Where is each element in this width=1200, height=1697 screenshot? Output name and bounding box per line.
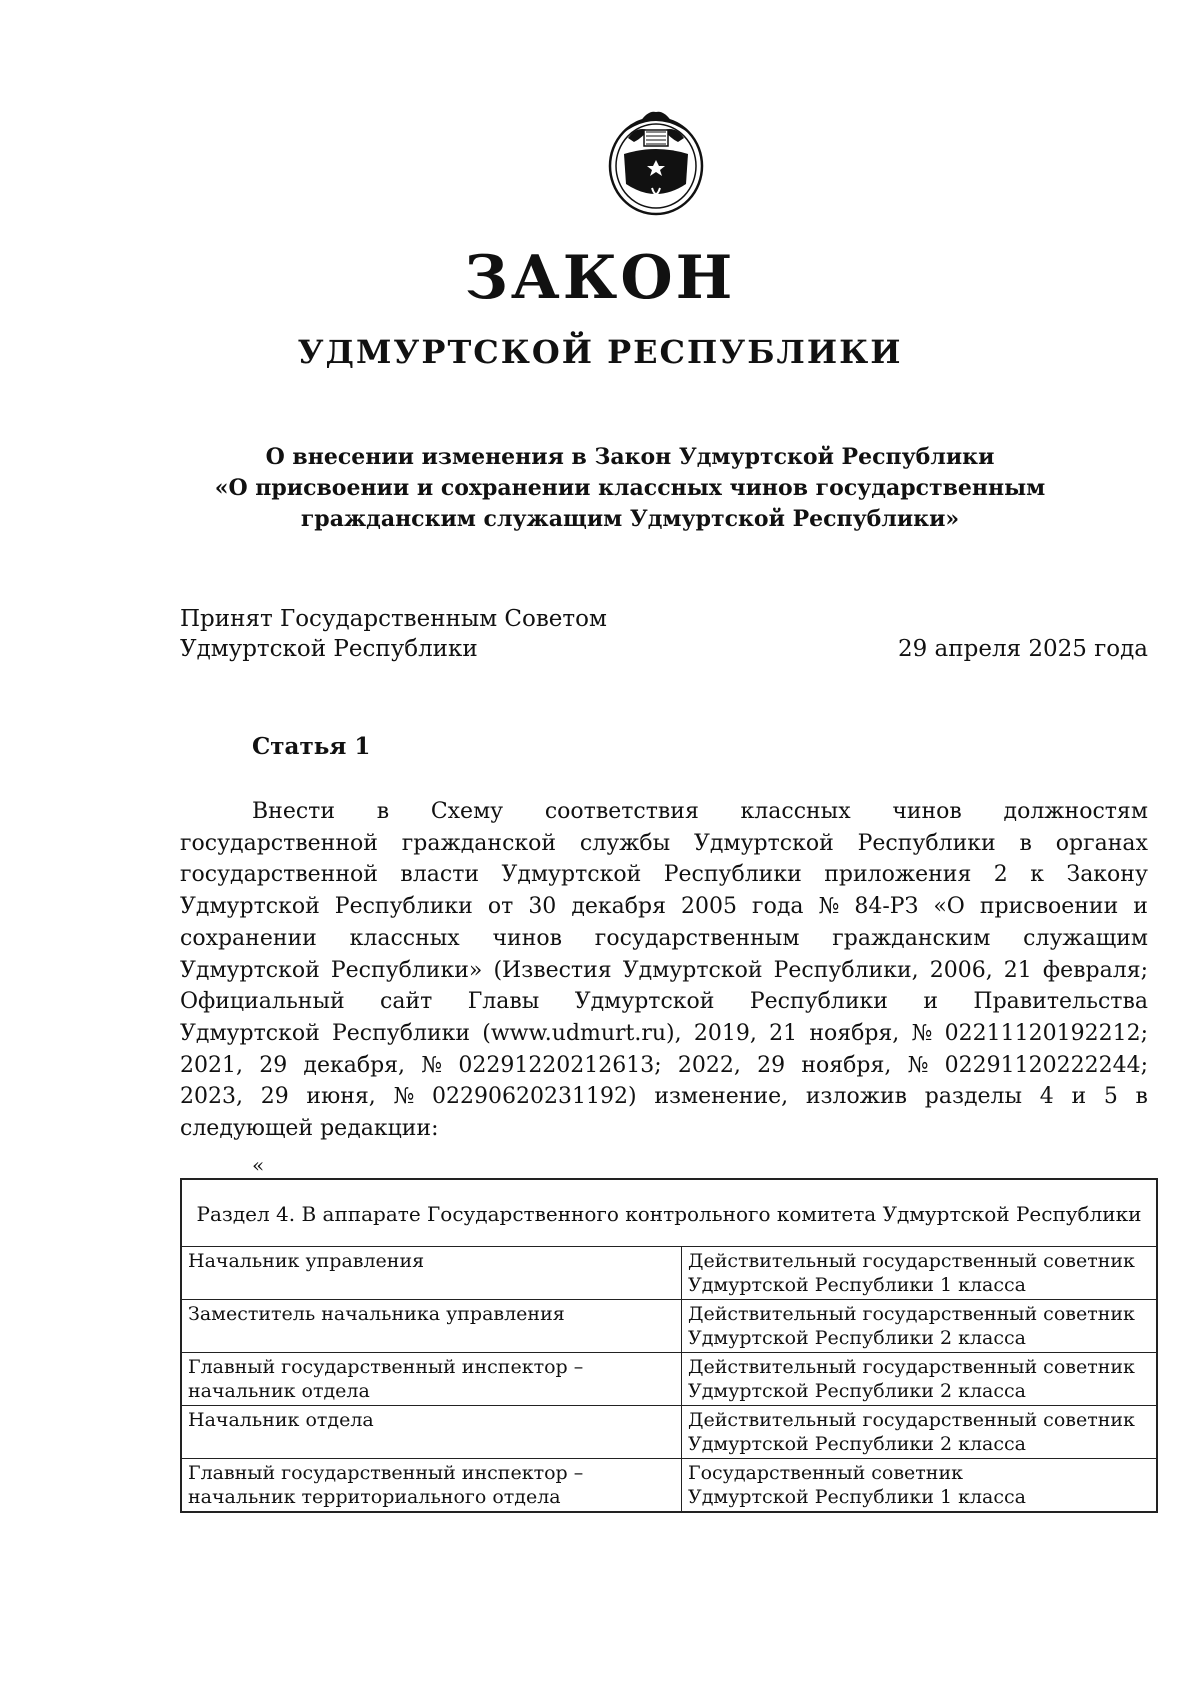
rank-line: Удмуртской Республики 1 класса <box>688 1274 1026 1296</box>
body-word: Схему <box>430 799 504 824</box>
body-word: государственной <box>180 862 378 888</box>
rank-line: Действительный государственный советник <box>688 1356 1135 1378</box>
body-line <box>180 1050 1148 1082</box>
body-word: власти <box>400 862 480 888</box>
rank-cell <box>682 1459 1158 1513</box>
position-cell <box>181 1247 682 1300</box>
body-word: классных <box>740 799 851 824</box>
body-word: № <box>393 1084 415 1110</box>
body-word: Республики <box>334 894 473 920</box>
body-word: службы <box>579 830 671 856</box>
rank-line: Государственный советник <box>688 1462 964 1484</box>
table-row <box>181 1406 1157 1459</box>
body-word: Удмуртской <box>180 957 320 983</box>
rank-line: Удмуртской Республики 2 класса <box>688 1433 1026 1455</box>
body-word: июня, <box>306 1084 376 1110</box>
body-word: 02291220212613; <box>458 1052 662 1078</box>
rank-line: Действительный государственный советник <box>688 1303 1135 1325</box>
body-word: соответствия <box>544 799 699 824</box>
body-word: 2021, <box>180 1052 243 1078</box>
body-word: Правительства <box>973 989 1148 1015</box>
body-word: 02291120222244; <box>944 1052 1148 1078</box>
body-word: ноября, <box>801 1052 892 1078</box>
rank-schema-table <box>180 1178 1158 1513</box>
position-line: Начальник отдела <box>188 1409 374 1431</box>
body-word: служащим <box>1023 925 1148 951</box>
position-line: Начальник управления <box>188 1250 425 1272</box>
body-word: должностям <box>1003 799 1148 824</box>
body-word: сайт <box>380 989 433 1015</box>
body-word: (Известия <box>493 957 612 983</box>
body-word: 2005 <box>681 894 738 920</box>
body-word: Республики <box>749 989 888 1015</box>
body-word: Внести <box>252 799 336 824</box>
body-word: Удмуртской <box>180 1020 320 1046</box>
position-cell <box>181 1459 682 1513</box>
body-word: Удмуртской <box>180 894 320 920</box>
rank-cell <box>682 1247 1158 1300</box>
body-word: Удмуртской <box>622 957 763 983</box>
body-word: 5 <box>1103 1084 1118 1110</box>
rank-line: Действительный государственный советник <box>688 1409 1135 1431</box>
body-word: Официальный <box>180 989 345 1015</box>
body-word: приложения <box>824 862 972 888</box>
body-word: присвоении <box>979 894 1119 920</box>
body-word: к <box>1030 862 1045 888</box>
body-word: № <box>911 1020 933 1046</box>
section-header-row <box>181 1179 1157 1247</box>
adopted-line: Удмуртской Республики <box>180 636 478 662</box>
body-word: Республики <box>331 1020 471 1046</box>
body-word: 30 <box>528 894 557 920</box>
adopted-date: 29 апреля 2025 года <box>897 636 1148 662</box>
rank-line: Удмуртской Республики 1 класса <box>688 1486 1026 1508</box>
body-line <box>180 796 1148 828</box>
body-word: Удмуртской <box>574 989 715 1015</box>
law-name-line: О внесении изменения в Закон Удмуртской Республики <box>265 444 995 470</box>
position-cell <box>181 1353 682 1406</box>
body-word: 2006, <box>929 957 993 983</box>
body-word: в <box>1135 1084 1148 1110</box>
body-word: от <box>487 894 514 920</box>
rank-cell <box>682 1406 1158 1459</box>
body-word: и <box>1133 894 1148 920</box>
table-row <box>181 1459 1157 1513</box>
body-word: 2022, <box>677 1052 741 1078</box>
body-word: № <box>907 1052 929 1078</box>
body-word: 29 <box>260 1084 289 1110</box>
body-word: 2019, <box>693 1020 757 1046</box>
body-word: чинов <box>492 925 563 951</box>
body-line <box>180 923 1148 955</box>
table-row <box>181 1353 1157 1406</box>
law-name <box>180 442 1080 535</box>
body-word: и <box>1071 1084 1087 1110</box>
body-word: классных <box>349 925 460 951</box>
body-word: в <box>376 799 390 824</box>
body-word: и <box>923 989 938 1015</box>
body-word: ноября, <box>809 1020 900 1046</box>
body-line <box>180 986 1148 1018</box>
position-line: Заместитель начальника управления <box>188 1303 565 1325</box>
body-word: в <box>1019 830 1032 856</box>
body-word: декабря <box>571 894 666 920</box>
body-word: Закону <box>1066 862 1148 888</box>
position-cell <box>181 1406 682 1459</box>
body-word: государственным <box>594 925 800 951</box>
body-word: гражданским <box>832 925 991 951</box>
body-word: (www.udmurt.ru), <box>482 1020 682 1046</box>
body-word: изменение, <box>654 1084 789 1110</box>
article-body <box>180 796 1148 1145</box>
quote-mark: « <box>252 1153 265 1177</box>
body-word: разделы <box>924 1084 1022 1110</box>
law-name-line: гражданским служащим Удмуртской Республики» <box>300 506 960 532</box>
body-word: чинов <box>892 799 962 824</box>
body-word: 29 <box>259 1052 288 1078</box>
law-name-line: «О присвоении и сохранении классных чинов государственным <box>214 475 1046 501</box>
table-row <box>181 1300 1157 1353</box>
rank-line: Удмуртской Республики 2 класса <box>688 1327 1026 1349</box>
body-word: гражданской <box>401 830 557 856</box>
body-line <box>180 891 1148 923</box>
body-word: изложив <box>805 1084 908 1110</box>
adopted-by <box>180 604 607 664</box>
body-word: 84-РЗ <box>854 894 919 920</box>
position-line: Главный государственный инспектор – <box>188 1356 584 1378</box>
position-line: начальник отдела <box>188 1380 370 1402</box>
body-word: Республики» <box>330 957 483 983</box>
rank-line: Удмуртской Республики 2 класса <box>688 1380 1026 1402</box>
rank-cell <box>682 1300 1158 1353</box>
body-word: № <box>421 1052 443 1078</box>
udmurtia-coat-of-arms-icon <box>602 104 710 218</box>
rank-line: Действительный государственный советник <box>688 1250 1135 1272</box>
body-word: Удмуртской <box>501 862 642 888</box>
body-word: № <box>818 894 840 920</box>
body-word: февраля; <box>1042 957 1148 983</box>
body-word: Республики <box>663 862 802 888</box>
section-title: Раздел 4. В аппарате Государственного контрольного комитета Удмуртской Республики <box>181 1179 1157 1247</box>
body-word: Республики <box>857 830 996 856</box>
body-word: сохранении <box>180 925 317 951</box>
body-word: 02211120192212; <box>944 1020 1148 1046</box>
body-word: года <box>752 894 804 920</box>
body-word: Республики, <box>773 957 919 983</box>
body-word: декабря, <box>303 1052 406 1078</box>
body-word: Главы <box>467 989 540 1015</box>
document-title: ЗАКОН <box>464 243 736 313</box>
body-line <box>180 828 1148 860</box>
body-word: Удмуртской <box>694 830 834 856</box>
table-row <box>181 1247 1157 1300</box>
body-word: 21 <box>1003 957 1032 983</box>
body-word: 29 <box>757 1052 786 1078</box>
adopted-line: Принят Государственным Советом <box>180 606 607 632</box>
body-word: 4 <box>1039 1084 1054 1110</box>
rank-cell <box>682 1353 1158 1406</box>
body-line <box>180 1081 1148 1113</box>
body-word: «О <box>933 894 965 920</box>
body-line: следующей редакции: <box>180 1116 439 1142</box>
document-subtitle: УДМУРТСКОЙ РЕСПУБЛИКИ <box>297 333 903 371</box>
body-word: 21 <box>769 1020 798 1046</box>
body-word: 2023, <box>180 1084 243 1110</box>
position-line: Главный государственный инспектор – <box>188 1462 584 1484</box>
body-word: 2 <box>993 862 1008 888</box>
body-word: 02290620231192) <box>432 1084 637 1110</box>
body-word: органах <box>1055 830 1148 856</box>
position-line: начальник территориального отдела <box>188 1486 561 1508</box>
body-line <box>180 859 1148 891</box>
body-line <box>180 1018 1148 1050</box>
position-cell <box>181 1300 682 1353</box>
body-line <box>180 955 1148 987</box>
article-title: Статья 1 <box>252 733 371 760</box>
body-word: государственной <box>180 830 378 856</box>
